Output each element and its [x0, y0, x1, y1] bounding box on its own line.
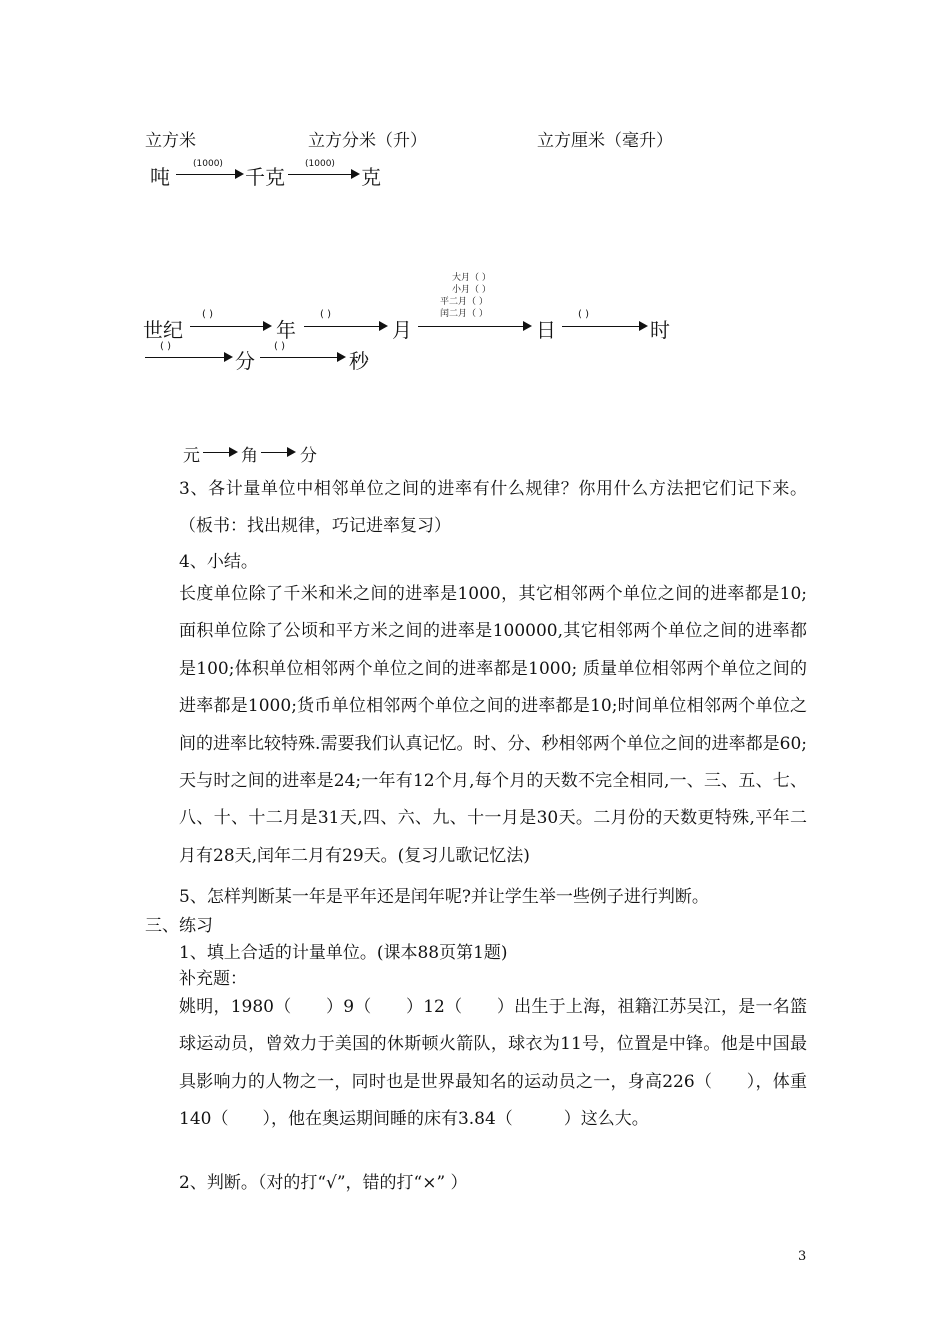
money-unit-yuan: 元 — [183, 446, 200, 466]
time-unit-minute: 分 — [235, 349, 255, 373]
arrow-icon — [190, 326, 270, 327]
small-month: 小月（ ） — [452, 285, 491, 295]
volume-unit-3: 立方厘米（毫升） — [537, 131, 673, 151]
arrow-icon — [176, 174, 242, 175]
mass-unit-kg: 千克 — [245, 165, 285, 189]
money-unit-jiao: 角 — [241, 446, 258, 466]
exercise-1-text: 1、填上合适的计量单位。(课本88页第1题) — [179, 943, 508, 963]
arrow-icon — [203, 452, 236, 453]
arrow-icon — [562, 326, 646, 327]
yao-ming-text: 姚明，1980（ ）9（ ）12（ ）出生于上海，祖籍江苏吴江，是一名篮球运动员，曾效力于美国的休斯顿火箭队，球衣为11号，位置是中锋。他是中国最具影响力的人物之一，同时也是世界最知名的运动员之一，身高226（ ），体重140（ ），他在奥运期间睡的床有3.84（ ）这么大。 — [179, 997, 807, 1130]
mass-unit-ton: 吨 — [150, 165, 170, 189]
leap-feb: 闰二月（ ） — [440, 309, 488, 319]
summary-paragraph — [145, 576, 807, 875]
big-month: 大月（ ） — [452, 273, 491, 283]
time-unit-year: 年 — [276, 318, 296, 342]
arrow-icon — [418, 326, 530, 327]
arrow-icon — [260, 357, 344, 358]
time-rate-2: ( ) — [320, 309, 331, 320]
time-unit-century: 世纪 — [143, 318, 183, 342]
supplement-heading: 补充题： — [179, 969, 247, 989]
time-rate-4: ( ) — [578, 309, 589, 320]
exercise-2-text: 2、判断。（对的打“√”，错的打“×” ） — [179, 1173, 468, 1193]
item-3-paragraph — [145, 471, 807, 546]
summary-text: 长度单位除了千米和米之间的进率是1000，其它相邻两个单位之间的进率都是10;面积单位除了公顷和平方米之间的进率是100000,其它相邻两个单位之间的进率都是100;体积单位相邻两个单位之间的进率都是1000; 质量单位相邻两个单位之间的进率都是1000;货币单位相邻两个单位之间的进率都是10;时间单位相邻两个单位之间的进率比较特殊.需要我们认真记忆。时、分、秒相邻两个单位之间的进率都是60;天与时之间的进率是24;一年有12个月,每个月的天数不完全相同,一、三、五、七、八、十、十二月是31天,四、六、九、十一月是30天。二月份的天数更特殊,平年二月有28天,闰年二月有29天。(复习儿歌记忆法) — [179, 584, 807, 866]
mass-rate-2: (1000) — [305, 159, 335, 169]
mass-unit-g: 克 — [361, 165, 381, 189]
time-rate-5: ( ) — [160, 341, 171, 352]
mass-rate-1: (1000) — [193, 159, 223, 169]
arrow-icon — [304, 326, 386, 327]
volume-unit-1: 立方米 — [145, 131, 196, 151]
item-3-text: 3、各计量单位中相邻单位之间的进率有什么规律？你用什么方法把它们记下来。（板书：找出规律，巧记进率复习） — [179, 479, 807, 537]
money-unit-fen: 分 — [300, 446, 317, 466]
arrow-icon — [145, 357, 231, 358]
time-rate-6: ( ) — [274, 341, 285, 352]
time-rate-1: ( ) — [202, 309, 213, 320]
arrow-icon — [288, 174, 358, 175]
page-number: 3 — [798, 1249, 807, 1264]
month-days-list — [440, 272, 491, 320]
time-unit-month: 月 — [392, 318, 412, 342]
arrow-icon — [261, 452, 294, 453]
item-5-text: 5、怎样判断某一年是平年还是闰年呢?并让学生举一些例子进行判断。 — [179, 887, 709, 907]
common-feb: 平二月（ ） — [440, 297, 488, 307]
time-unit-day: 日 — [536, 318, 556, 342]
time-unit-hour: 时 — [650, 318, 670, 342]
time-unit-second: 秒 — [349, 349, 369, 373]
item-4-heading: 4、小结。 — [179, 552, 258, 572]
section-3-heading: 三、练习 — [145, 916, 213, 936]
yao-ming-paragraph — [145, 989, 807, 1139]
volume-unit-2: 立方分米（升） — [308, 131, 427, 151]
